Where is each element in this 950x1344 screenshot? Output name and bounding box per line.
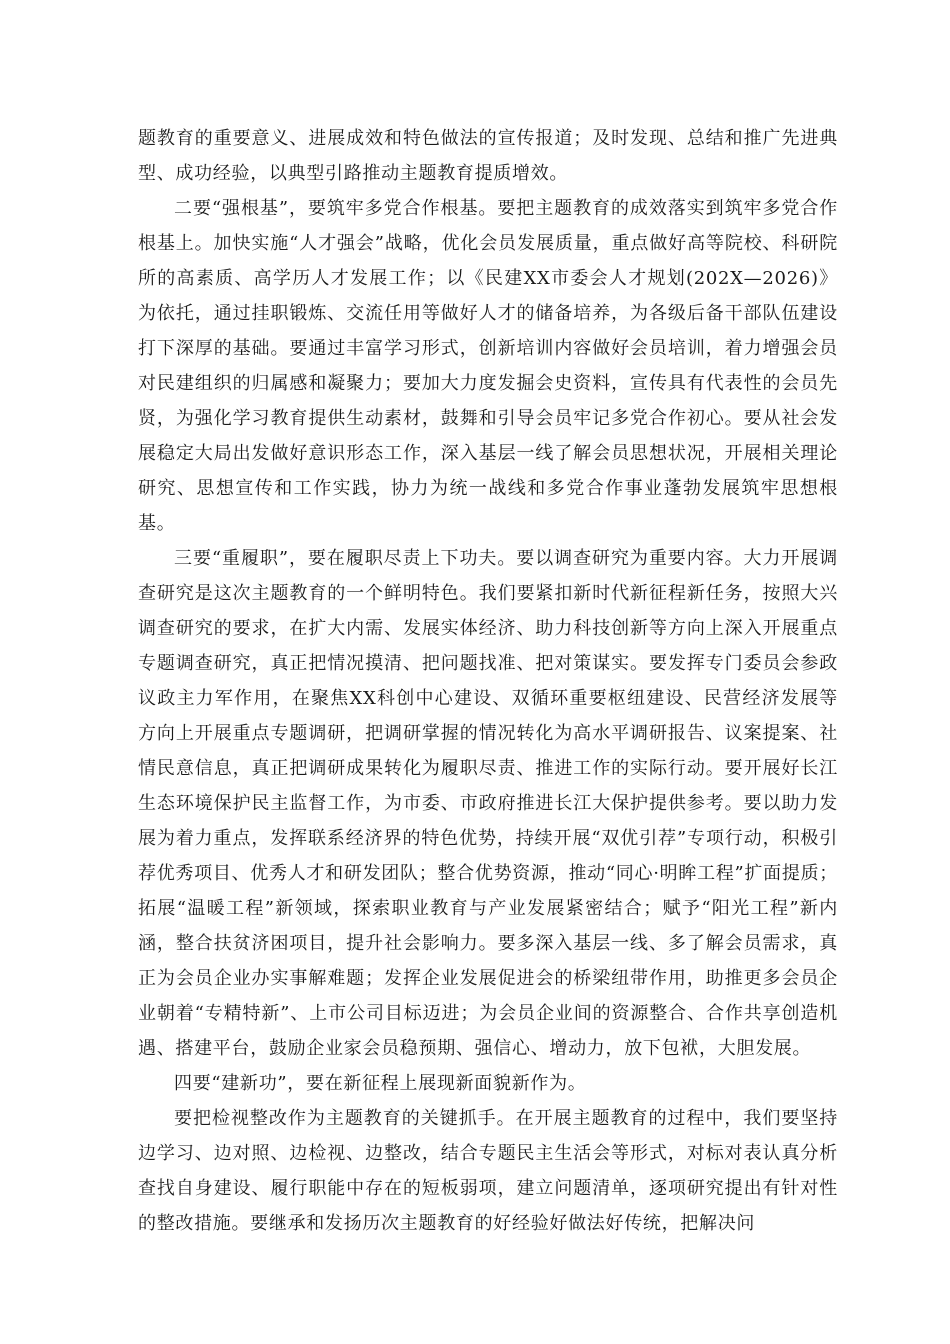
document-body xyxy=(138,121,838,1241)
paragraph-new-achievements-heading: 四要“建新功”，要在新征程上展现新面貌新作为。 xyxy=(174,1073,587,1094)
paragraph-rectification: 要把检视整改作为主题教育的关键抓手。在开展主题教育的过程中，我们要坚持边学习、边对照、边检视、边整改，结合专题民主生活会等形式，对标对表认真分析查找自身建设、履行职能中存在的短板弱项，建立问题清单，逐项研究提出有针对性的整改措施。要继承和发扬历次主题教育的好经验好做法好传统，把解决问 xyxy=(138,1108,838,1234)
paragraph-continued: 题教育的重要意义、进展成效和特色做法的宣传报道；及时发现、总结和推广先进典型、成功经验，以典型引路推动主题教育提质增效。 xyxy=(138,128,838,184)
paragraph-strengthen-foundation: 二要“强根基”，要筑牢多党合作根基。要把主题教育的成效落实到筑牢多党合作根基上。加快实施“人才强会”战略，优化会员发展质量，重点做好高等院校、科研院所的高素质、高学历人才发展工作；以《民建XX市委会人才规划(202X—2026)》为依托，通过挂职锻炼、交流任用等做好人才的储备培养，为各级后备干部队伍建设打下深厚的基础。要通过丰富学习形式，创新培训内容做好会员培训，着力增强会员对民建组织的归属感和凝聚力；要加大力度发掘会史资料，宣传具有代表性的会员先贤，为强化学习教育提供生动素材，鼓舞和引导会员牢记多党合作初心。要从社会发展稳定大局出发做好意识形态工作，深入基层一线了解会员思想状况，开展相关理论研究、思想宣传和工作实践，协力为统一战线和多党合作事业蓬勃发展筑牢思想根基。 xyxy=(138,198,838,534)
paragraph-performance-duties: 三要“重履职”，要在履职尽责上下功夫。要以调查研究为重要内容。大力开展调查研究是这次主题教育的一个鲜明特色。我们要紧扣新时代新征程新任务，按照大兴调查研究的要求，在扩大内需、发展实体经济、助力科技创新等方向上深入开展重点专题调查研究，真正把情况摸清、把问题找准、把对策谋实。要发挥专门委员会参政议政主力军作用，在聚焦XX科创中心建设、双循环重要枢纽建设、民营经济发展等方向上开展重点专题调研，把调研掌握的情况转化为高水平调研报告、议案提案、社情民意信息，真正把调研成果转化为履职尽责、推进工作的实际行动。要开展好长江生态环境保护民主监督工作，为市委、市政府推进长江大保护提供参考。要以助力发展为着力重点，发挥联系经济界的特色优势，持续开展“双优引荐”专项行动，积极引荐优秀项目、优秀人才和研发团队；整合优势资源，推动“同心·明眸工程”扩面提质；拓展“温暖工程”新领域，探索职业教育与产业发展紧密结合；赋予“阳光工程”新内涵，整合扶贫济困项目，提升社会影响力。要多深入基层一线、多了解会员需求，真正为会员企业办实事解难题；发挥企业发展促进会的桥梁纽带作用，助推更多会员企业朝着“专精特新”、上市公司目标迈进；为会员企业间的资源整合、合作共享创造机遇、搭建平台，鼓励企业家会员稳预期、强信心、增动力，放下包袱，大胆发展。 xyxy=(138,548,838,1059)
